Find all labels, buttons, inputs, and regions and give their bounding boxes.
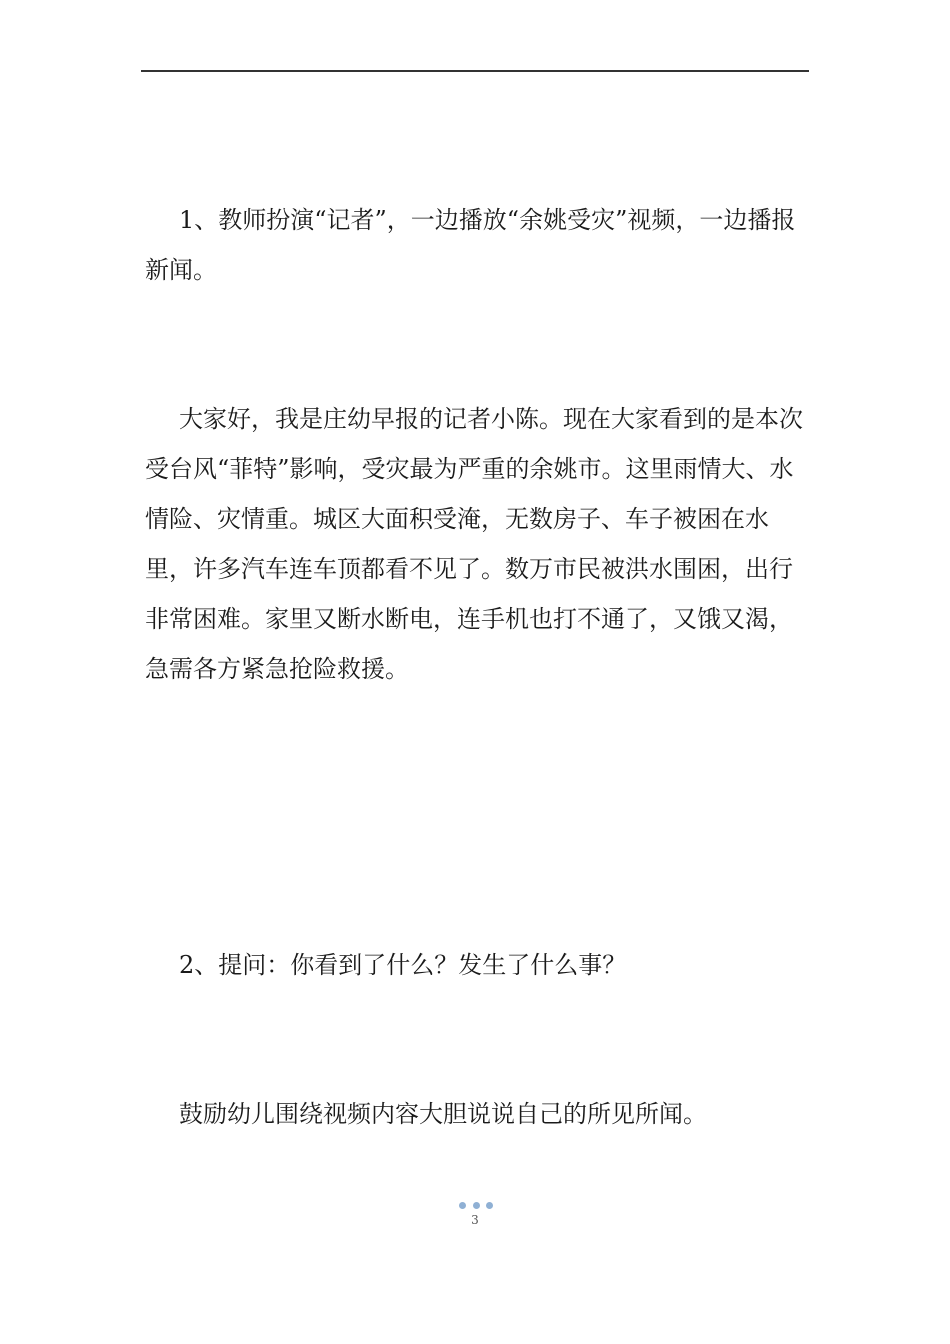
- page-number: 3: [471, 1213, 479, 1227]
- ornament-dot: [459, 1202, 466, 1209]
- header-rule: [141, 70, 809, 72]
- ornament-dot: [473, 1202, 480, 1209]
- paragraph-news-report: 大家好，我是庄幼早报的记者小陈。现在大家看到的是本次受台风“菲特”影响，受灾最为严重的余姚市。这里雨情大、水情险、灾情重。城区大面积受淹，无数房子、车子被困在水里，许多汽车连车顶都看不见了。数万市民被洪水围困，出行非常困难。家里又断水断电，连手机也打不通了，又饿又渴，急需各方紧急抢险救援。: [145, 405, 803, 683]
- paragraph-encouragement: 鼓励幼儿围绕视频内容大胆说说自己的所见所闻。: [179, 1100, 707, 1128]
- paragraph-step-1: 1、教师扮演“记者”，一边播放“余姚受灾”视频，一边播报新闻。: [145, 206, 796, 284]
- ornament-dot: [486, 1202, 493, 1209]
- page-ornament: [459, 1200, 493, 1210]
- paragraph-step-2: 2、提问：你看到了什么？发生了什么事？: [179, 951, 627, 979]
